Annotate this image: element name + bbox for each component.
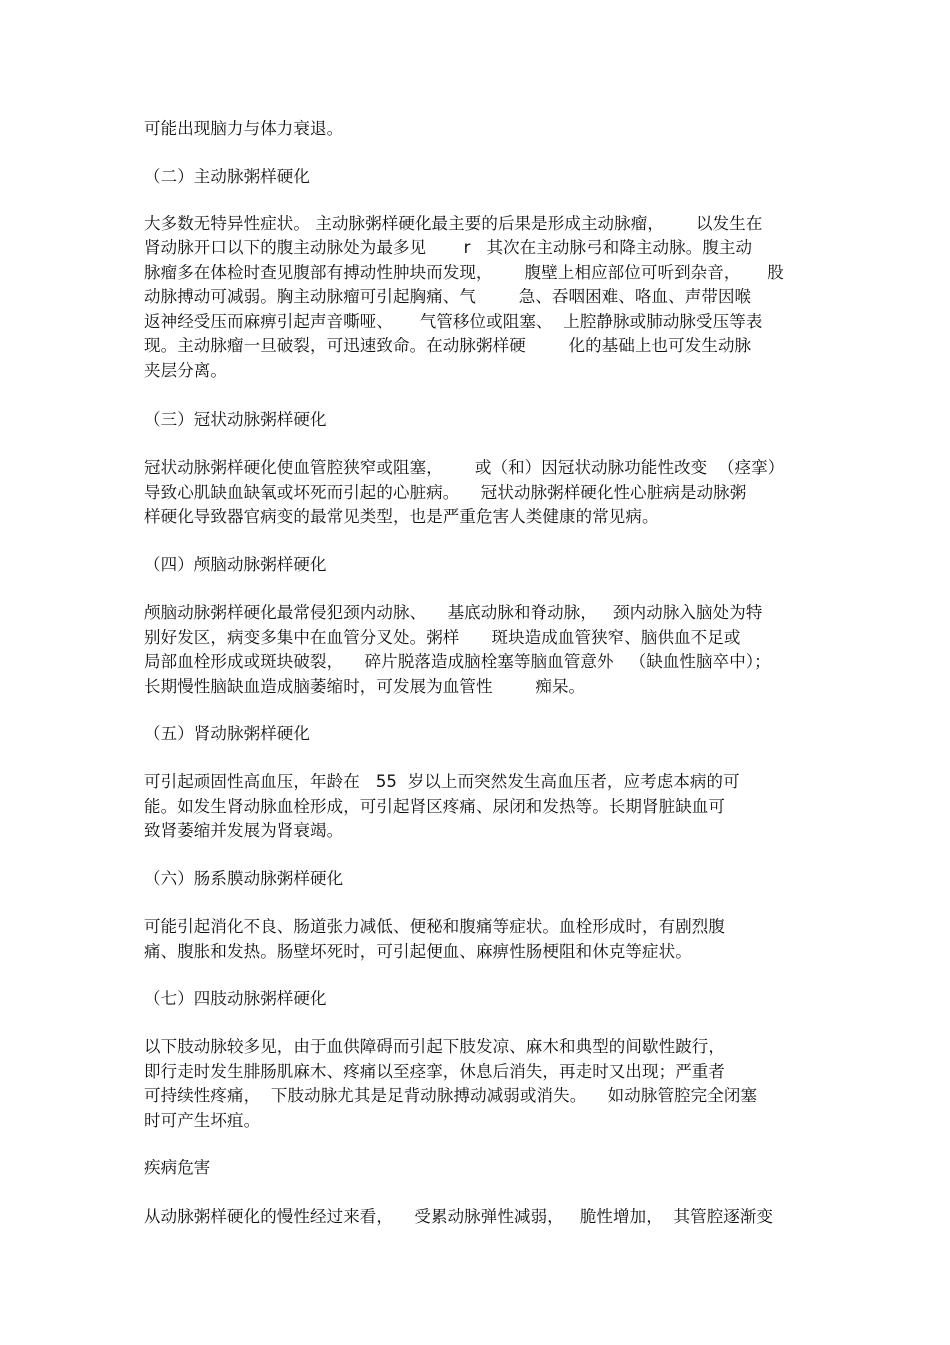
- paragraph-line: 可引起顽固性高血压，年龄在 55 岁以上而突然发生高血压者，应考虑本病的可: [144, 772, 740, 791]
- paragraph-line: 样硬化导致器官病变的最常见类型，也是严重危害人类健康的常见病。: [144, 507, 659, 526]
- paragraph-line: 冠状动脉粥样硬化使血管腔狭窄或阻塞， 或（和）因冠状动脉功能性改变 （痉挛）: [144, 458, 785, 477]
- section-heading: 疾病危害: [144, 1158, 211, 1177]
- paragraph-line: 别好发区，病变多集中在血管分叉处。粥样 斑块造成血管狭窄、脑供血不足或: [144, 628, 741, 647]
- paragraph-line: 大多数无特异性症状。 主动脉粥样硬化最主要的后果是形成主动脉瘤， 以发生在: [144, 214, 763, 233]
- section-heading: （五）肾动脉粥样硬化: [144, 724, 310, 743]
- paragraph-line: 动脉搏动可减弱。胸主动脉瘤可引起胸痛、气 急、吞咽困难、咯血、声带因喉: [144, 287, 752, 306]
- section-heading: （六）肠系膜动脉粥样硬化: [144, 869, 344, 888]
- paragraph-line: 局部血栓形成或斑块破裂， 碎片脱落造成脑栓塞等脑血管意外 （缺血性脑卒中）；: [144, 652, 771, 671]
- paragraph-line: 以下肢动脉较多见，由于血供障碍而引起下肢发凉、麻木和典型的间歇性跛行，: [144, 1037, 725, 1056]
- paragraph-line: 长期慢性脑缺血造成脑萎缩时，可发展为血管性 痴呆。: [144, 677, 586, 696]
- paragraph-line: 导致心肌缺血缺氧或坏死而引起的心脏病。 冠状动脉粥样硬化性心脏病是动脉粥: [144, 483, 747, 502]
- intro-paragraph: 可能出现脑力与体力衰退。: [144, 119, 344, 138]
- paragraph-line: 颅脑动脉粥样硬化最常侵犯颈内动脉、 基底动脉和脊动脉， 颈内动脉入脑处为特: [144, 603, 763, 622]
- paragraph-line: 能。如发生肾动脉血栓形成，可引起肾区疼痛、尿闭和发热等。长期肾脏缺血可: [144, 797, 725, 816]
- paragraph-line: 痛、腹胀和发热。肠壁坏死时，可引起便血、麻痹性肠梗阻和休克等症状。: [144, 942, 692, 961]
- paragraph-line: 可能引起消化不良、肠道张力减低、便秘和腹痛等症状。血栓形成时，有剧烈腹: [144, 917, 725, 936]
- paragraph-line: 肾动脉开口以下的腹主动脉处为最多见 r 其次在主动脉弓和降主动脉。腹主动: [144, 238, 753, 257]
- paragraph-line: 致肾萎缩并发展为肾衰竭。: [144, 821, 344, 840]
- section-heading: （二）主动脉粥样硬化: [144, 167, 310, 186]
- paragraph-line: 可持续性疼痛， 下肢动脉尤其是足背动脉搏动减弱或消失。 如动脉管腔完全闭塞: [144, 1086, 758, 1105]
- section-heading: （三）冠状动脉粥样硬化: [144, 410, 327, 429]
- paragraph-line: 脉瘤多在体检时查见腹部有搏动性肿块而发现， 腹壁上相应部位可听到杂音， 股: [144, 263, 784, 282]
- paragraph-line: 时可产生坏疽。: [144, 1111, 261, 1130]
- section-heading: （四）颅脑动脉粥样硬化: [144, 555, 327, 574]
- paragraph-line: 现。主动脉瘤一旦破裂，可迅速致命。在动脉粥样硬 化的基础上也可发生动脉: [144, 336, 752, 355]
- paragraph-line: 从动脉粥样硬化的慢性经过来看， 受累动脉弹性减弱， 脆性增加， 其管腔逐渐变: [144, 1207, 774, 1226]
- section-heading: （七）四肢动脉粥样硬化: [144, 989, 327, 1008]
- paragraph-line: 返神经受压而麻痹引起声音嘶哑、 气管移位或阻塞、 上腔静脉或肺动脉受压等表: [144, 312, 763, 331]
- paragraph-line: 夹层分离。: [144, 361, 227, 380]
- paragraph-line: 即行走时发生腓肠肌麻木、疼痛以至痉挛，休息后消失，再走时又出现；严重者: [144, 1062, 725, 1081]
